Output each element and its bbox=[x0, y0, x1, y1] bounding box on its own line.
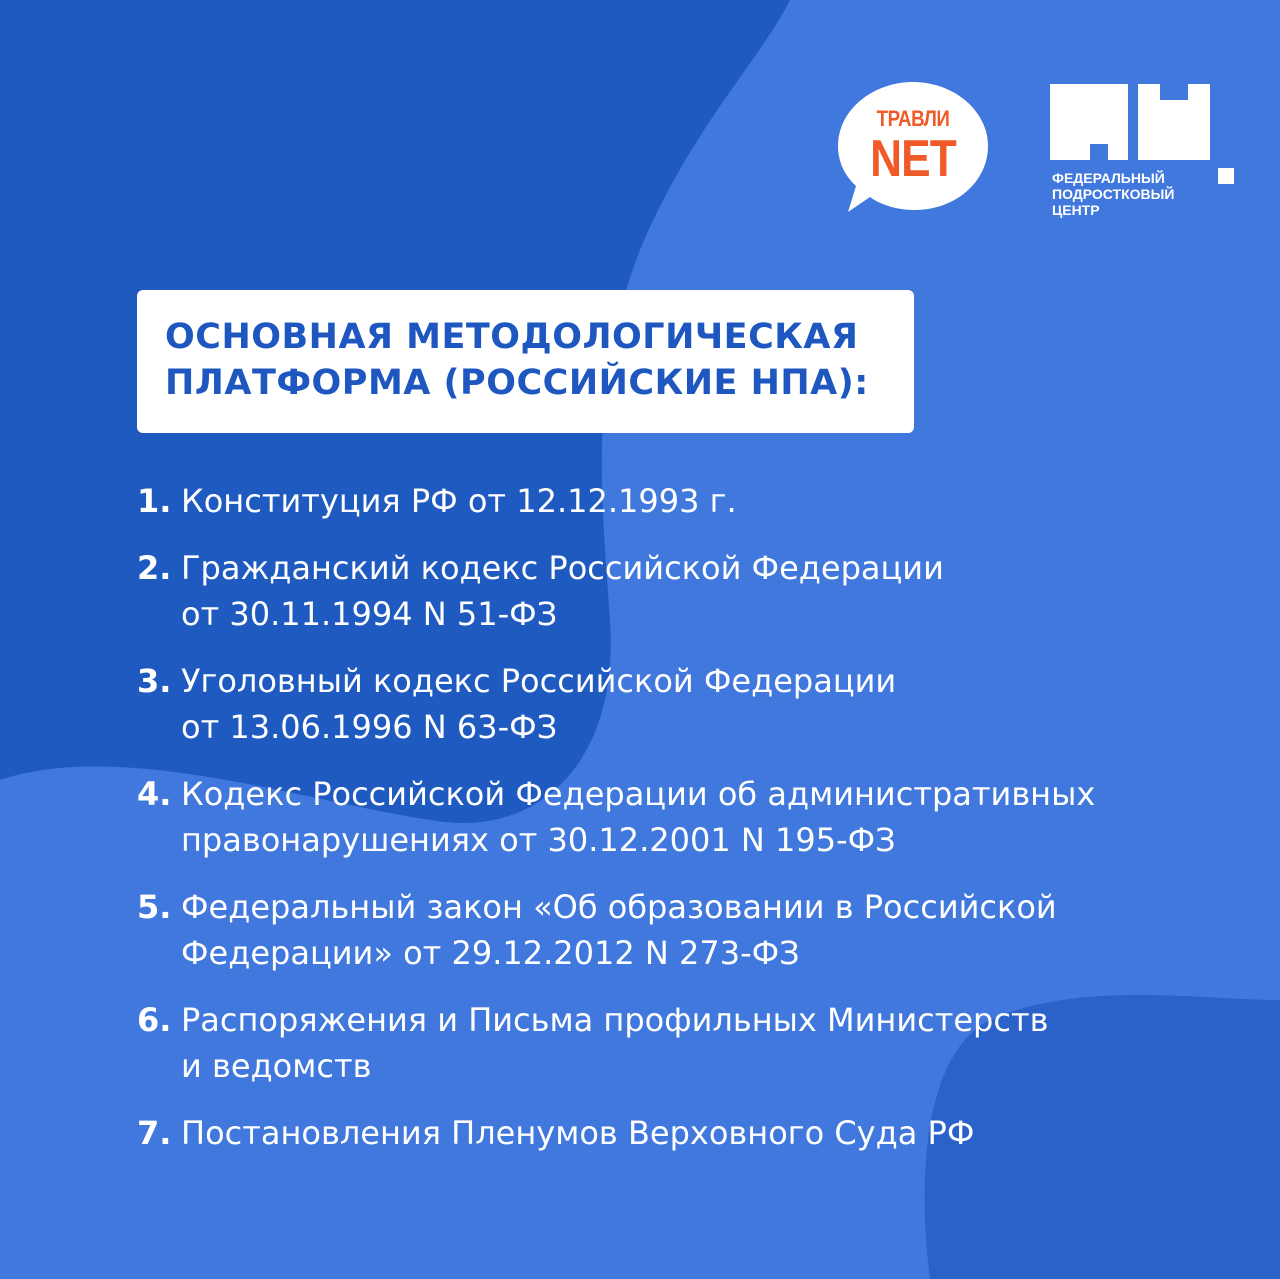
list-item bbox=[137, 997, 1247, 1089]
list-item-text: Распоряжения и Письма профильных Министерств bbox=[181, 1001, 1049, 1039]
list-item-number: 1. bbox=[137, 482, 172, 520]
page-title-line-2: ПЛАТФОРМА (РОССИЙСКИЕ НПА): bbox=[165, 363, 869, 403]
list-item-text: Кодекс Российской Федерации об административных bbox=[181, 775, 1096, 813]
list-item bbox=[137, 478, 1247, 524]
list-item-number: 4. bbox=[137, 775, 172, 813]
fpc-logo-line: ФЕДЕРАЛЬНЫЙ bbox=[1052, 170, 1165, 186]
page-title-line-1: ОСНОВНАЯ МЕТОДОЛОГИЧЕСКАЯ bbox=[165, 317, 859, 357]
fpc-logo-text bbox=[1052, 170, 1242, 218]
travli-net-logo bbox=[834, 78, 992, 216]
list-item-number: 2. bbox=[137, 549, 172, 587]
federal-teen-center-logo bbox=[1050, 82, 1240, 232]
legal-acts-list bbox=[137, 478, 1247, 1177]
list-item-text: Постановления Пленумов Верховного Суда РФ bbox=[181, 1114, 975, 1152]
net-logo-word: NET bbox=[870, 130, 956, 188]
list-item-text: Гражданский кодекс Российской Федерации bbox=[181, 549, 944, 587]
list-item-text: правонарушениях от 30.12.2001 N 195-ФЗ bbox=[181, 821, 896, 859]
list-item-text: и ведомств bbox=[181, 1047, 372, 1085]
list-item-text: Федерации» от 29.12.2012 N 273-ФЗ bbox=[181, 934, 800, 972]
travli-logo-word: ТРАВЛИ bbox=[876, 106, 950, 131]
list-item-number: 5. bbox=[137, 888, 172, 926]
list-item-text: от 13.06.1996 N 63-ФЗ bbox=[181, 708, 558, 746]
list-item-number: 3. bbox=[137, 662, 172, 700]
list-item bbox=[137, 771, 1247, 863]
list-item-text: Конституция РФ от 12.12.1993 г. bbox=[181, 482, 737, 520]
fpc-logo-line: ПОДРОСТКОВЫЙ bbox=[1052, 186, 1175, 202]
list-item-text: Уголовный кодекс Российской Федерации bbox=[181, 662, 897, 700]
list-item-number: 6. bbox=[137, 1001, 172, 1039]
list-item-number: 7. bbox=[137, 1114, 172, 1152]
list-item-text: от 30.11.1994 N 51-ФЗ bbox=[181, 595, 558, 633]
list-item bbox=[137, 884, 1247, 976]
list-item bbox=[137, 1110, 1247, 1156]
fpc-logo-line: ЦЕНТР bbox=[1052, 202, 1100, 218]
title-card bbox=[137, 290, 914, 433]
list-item-text: Федеральный закон «Об образовании в Российской bbox=[181, 888, 1057, 926]
list-item bbox=[137, 658, 1247, 750]
list-item bbox=[137, 545, 1247, 637]
